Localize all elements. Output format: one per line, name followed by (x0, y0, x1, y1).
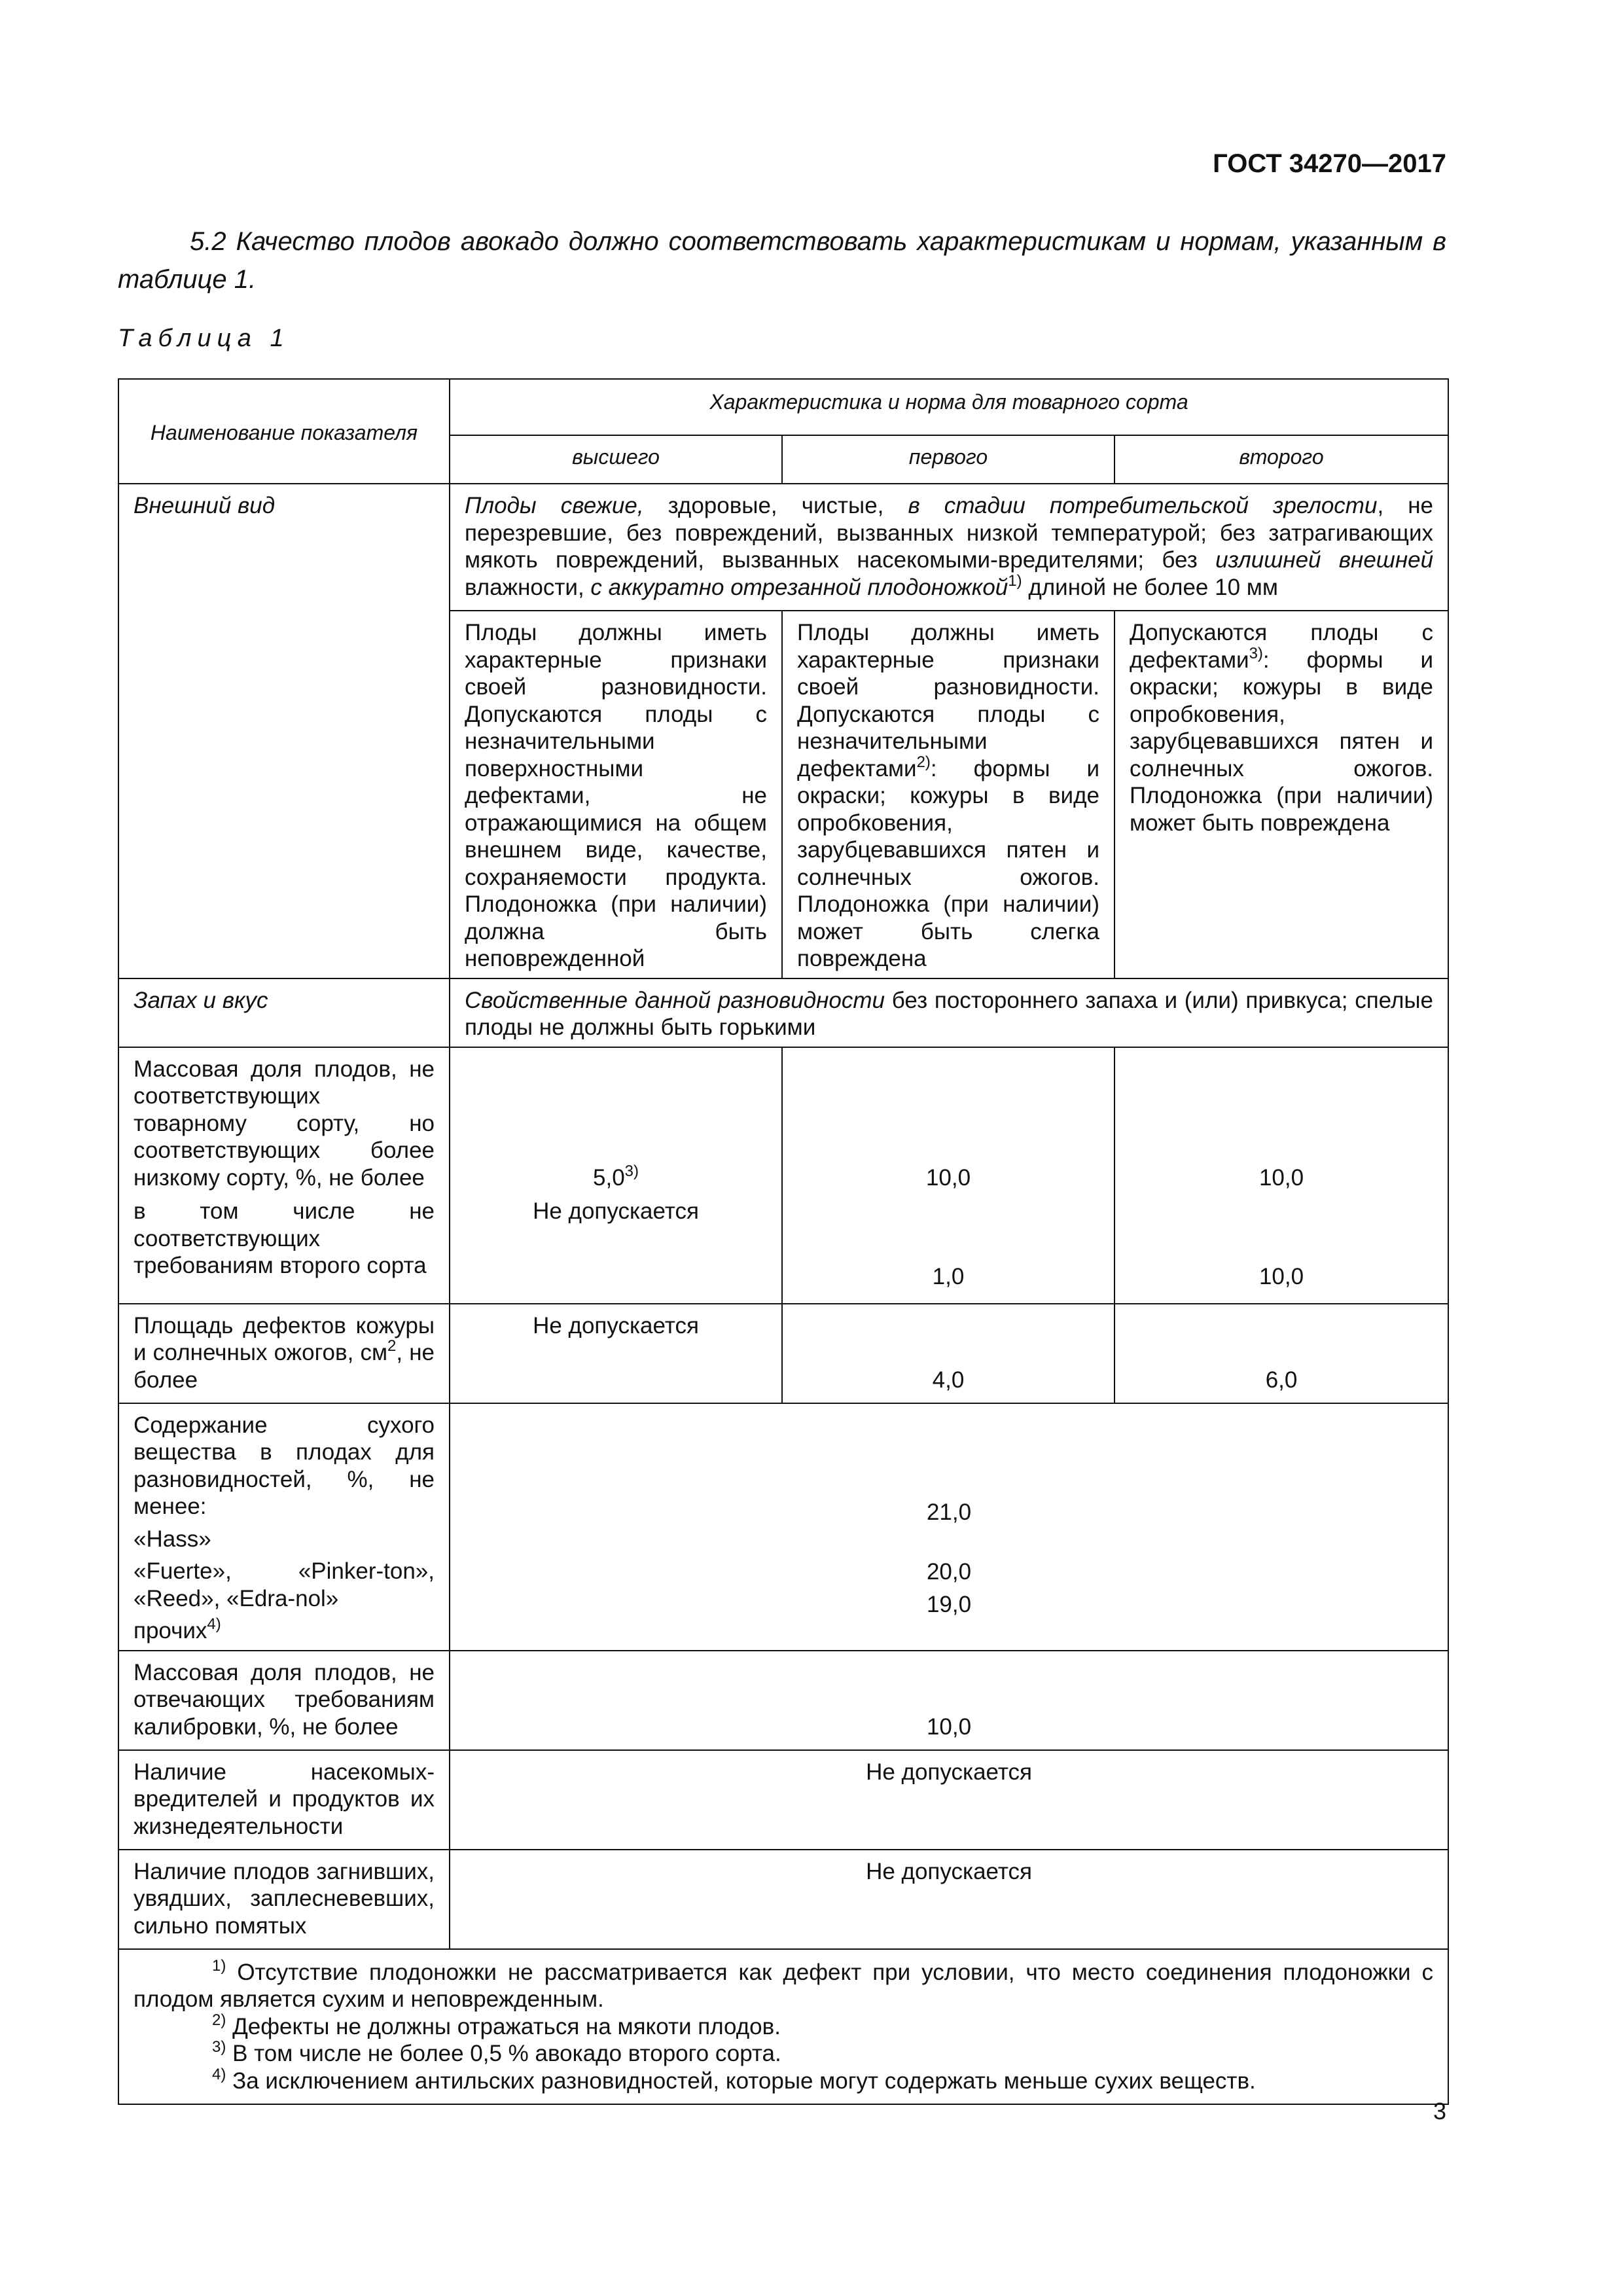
appearance-second: Допускаются плоды с дефектами$^{3)}$: формы и окраски; кожуры в виде опробковения, зарубцевавшихся пятен и солнечных ожогов. Плодоножка (при наличии) может быть повреждена (1115, 611, 1448, 978)
defect-area-first: 4,0 (782, 1304, 1115, 1403)
indicator-calibration: Массовая доля плодов, не отвечающих требованиям калибровки, %, не более (118, 1651, 450, 1750)
appearance-first: Плоды должны иметь характерные признаки своей разновидности. Допускаются плоды с незначительными дефектами$^{2)}$: формы и окраски; кожуры в виде опробковения, зарубцевавшихся пятен и солнечных ожогов. Плодоножка (при наличии) может быть слегка повреждена (782, 611, 1115, 978)
row-defect-area (118, 1304, 1448, 1403)
indicator-pests: Наличие насекомых-вредителей и продуктов их жизнедеятельности (118, 1750, 450, 1850)
footnotes (118, 1949, 1448, 2105)
document-header: ГОСТ 34270—2017 (1213, 149, 1446, 178)
pests-value: Не допускается (450, 1750, 1448, 1850)
footnote-2: $^{2)}$ Дефекты не должны отражаться на мякоти плодов. (212, 2011, 781, 2039)
rotten-value: Не допускается (450, 1850, 1448, 1949)
smell-value: Свойственные данной разновидности без постороннего запаха и (или) привкуса; спелые плоды не должны быть горькими (450, 978, 1448, 1047)
header-grade-group: Характеристика и норма для товарного сорта (450, 379, 1448, 435)
footnote-1: $^{1)}$ Отсутствие плодоножки не рассматривается как дефект при условии, что место соединения плодоножки с плодом является сухим и неповрежденным. (134, 1956, 1434, 2012)
mass-nonconform-second: 10,0 10,0 (1115, 1047, 1448, 1304)
indicator-mass-nonconform: Массовая доля плодов, не соответствующих товарному сорту, но соответствующих более низкому сорту, %, не более в том числе не соответствующих требованиям второго сорта (118, 1047, 450, 1304)
header-grade-top: высшего (450, 435, 782, 484)
row-calibration (118, 1651, 1448, 1750)
dry-matter-values: 21,0 20,0 19,0 (450, 1403, 1448, 1651)
table-caption: Таблица 1 (118, 325, 290, 352)
indicator-rotten: Наличие плодов загнивших, увядших, заплесневевших, сильно помятых (118, 1850, 450, 1949)
row-footnotes (118, 1949, 1448, 2105)
mass-nonconform-first: 10,0 1,0 (782, 1047, 1115, 1304)
footnote-3: $^{3)}$ В том числе не более 0,5 % авокадо второго сорта. (212, 2038, 781, 2066)
calibration-value: 10,0 (450, 1651, 1448, 1750)
footnote-4: $^{4)}$ За исключением антильских разновидностей, которые могут содержать меньше сухих веществ. (212, 2065, 1256, 2094)
indicator-dry-matter: Содержание сухого вещества в плодах для разновидностей, %, не менее: «Hass» «Fuerte», «Pinker-ton», «Reed», «Edra-nol» прочих$^{4)}$ (118, 1403, 450, 1651)
header-grade-first: первого (782, 435, 1115, 484)
defect-area-top: Не допускается (450, 1304, 782, 1403)
indicator-smell: Запах и вкус (118, 978, 450, 1047)
header-indicator: Наименование показателя (118, 379, 450, 484)
row-dry-matter (118, 1403, 1448, 1651)
row-pests (118, 1750, 1448, 1850)
indicator-appearance: Внешний вид (118, 484, 450, 978)
row-mass-nonconform (118, 1047, 1448, 1304)
indicator-defect-area: Площадь дефектов кожуры и солнечных ожогов, $см^2$, не более (118, 1304, 450, 1403)
page-number: 3 (1433, 2098, 1446, 2125)
appearance-top: Плоды должны иметь характерные признаки своей разновидности. Допускаются плоды с незначительными поверхностными дефектами, не отражающимися на общем внешнем виде, качестве, сохраняемости продукта. Плодоножка (при наличии) должна быть неповрежденной (450, 611, 782, 978)
intro-paragraph: 5.2 Качество плодов авокадо должно соответствовать характеристикам и нормам, указанным в таблице 1. (118, 227, 1446, 294)
table-header-row (118, 379, 1448, 435)
defect-area-second: 6,0 (1115, 1304, 1448, 1403)
row-appearance-common (118, 484, 1448, 611)
header-grade-second: второго (1115, 435, 1448, 484)
row-rotten (118, 1850, 1448, 1949)
quality-table (118, 378, 1449, 2105)
row-smell (118, 978, 1448, 1047)
appearance-common: Плоды свежие, здоровые, чистые, в стадии потребительской зрелости, не перезревшие, без повреждений, вызванных низкой температурой; без затрагивающих мякоть повреждений, вызванных насекомыми-вредителями; без излишней внешней влажности, с аккуратно отрезанной плодоножкой$^{1)}$ длиной не более 10 мм (450, 484, 1448, 611)
mass-nonconform-top: 5,0$^{3)}$ Не допускается (450, 1047, 782, 1304)
